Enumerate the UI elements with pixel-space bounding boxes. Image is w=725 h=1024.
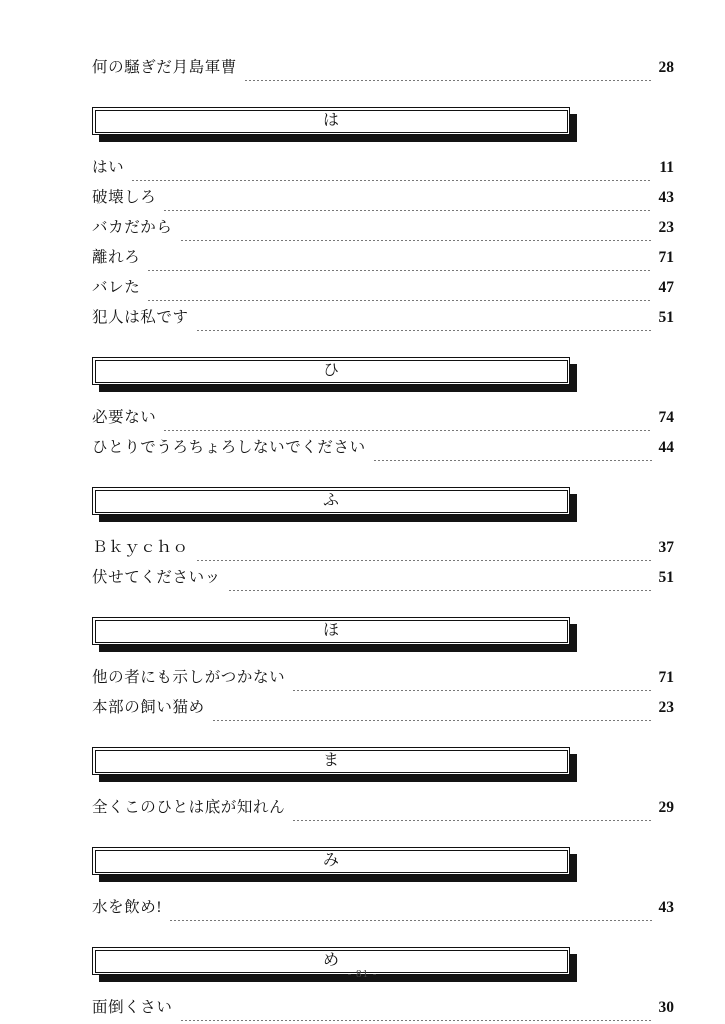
kana-section-header	[92, 617, 674, 648]
header-box-inner-border	[95, 360, 568, 383]
index-entry-page-number: 47	[658, 279, 674, 296]
page-number-footer: - 81 -	[347, 968, 378, 980]
header-box-outer-border	[92, 617, 570, 645]
dot-leader	[373, 460, 652, 461]
index-entry-title: 伏せてくださいッ	[92, 569, 221, 586]
index-entry-page-number: 71	[658, 669, 674, 686]
header-box-outer-border	[92, 107, 570, 135]
spacer	[92, 465, 674, 487]
kana-section-label: め	[322, 951, 339, 969]
spacer	[92, 85, 674, 107]
index-entry-title: バカだから	[92, 219, 173, 236]
index-entry[interactable]	[92, 405, 674, 435]
header-box-outer-border	[92, 487, 570, 515]
dot-leader	[163, 210, 652, 211]
header-box-inner-border	[95, 490, 568, 513]
kana-section-label: は	[322, 111, 339, 129]
kana-section-label: ま	[322, 751, 339, 769]
index-entry-title: はい	[92, 159, 125, 176]
index-entry[interactable]	[92, 305, 674, 335]
index-entry[interactable]	[92, 565, 674, 595]
index-entry-title: バレた	[92, 279, 141, 296]
index-entry-title: 面倒くさい	[92, 999, 173, 1016]
kana-section-header	[92, 107, 674, 138]
index-entry-page-number: 28	[658, 59, 674, 76]
spacer	[92, 725, 674, 747]
kana-section-label: ひ	[322, 361, 339, 379]
index-entry-title: 他の者にも示しがつかない	[92, 669, 286, 686]
index-entry-title: 全くこのひとは底が知れん	[92, 799, 286, 816]
index-entry-page-number: 29	[658, 799, 674, 816]
index-entry-title: 何の騒ぎだ月島軍曹	[92, 59, 237, 76]
index-entry-page-number: 71	[658, 249, 674, 266]
index-entry-title: Ｂｋｙｃｈｏ	[92, 539, 189, 556]
dot-leader	[147, 300, 652, 301]
index-entry-page-number: 30	[658, 999, 674, 1016]
dot-leader	[244, 80, 652, 81]
index-content	[92, 55, 674, 1024]
index-entry[interactable]	[92, 995, 674, 1024]
kana-section-header	[92, 487, 674, 518]
index-entry-page-number: 43	[658, 899, 674, 916]
index-entry[interactable]	[92, 795, 674, 825]
index-entry[interactable]	[92, 185, 674, 215]
dot-leader	[292, 820, 652, 821]
index-entry[interactable]	[92, 535, 674, 565]
header-box-inner-border	[95, 110, 568, 133]
index-entry[interactable]	[92, 155, 674, 185]
index-entry-page-number: 44	[658, 439, 674, 456]
dot-leader	[196, 330, 652, 331]
index-entry-title: ひとりでうろちょろしないでください	[92, 439, 366, 456]
header-box-inner-border	[95, 750, 568, 773]
dot-leader	[163, 430, 652, 431]
dot-leader	[180, 240, 652, 241]
dot-leader	[131, 180, 652, 181]
index-entry-title: 水を飲め!	[92, 899, 163, 916]
index-entry-title: 離れろ	[92, 249, 141, 266]
index-entry[interactable]	[92, 245, 674, 275]
header-box-outer-border	[92, 847, 570, 875]
spacer	[92, 335, 674, 357]
index-entry-page-number: 51	[658, 309, 674, 326]
kana-section-header	[92, 847, 674, 878]
kana-section-label: ふ	[322, 491, 339, 509]
dot-leader	[169, 920, 652, 921]
dot-leader	[196, 560, 652, 561]
index-entry[interactable]	[92, 55, 674, 85]
index-entry[interactable]	[92, 435, 674, 465]
index-entry-page-number: 11	[659, 159, 674, 176]
index-entry-title: 犯人は私です	[92, 309, 189, 326]
index-entry[interactable]	[92, 275, 674, 305]
kana-section-label: み	[322, 851, 339, 869]
kana-section-header	[92, 357, 674, 388]
index-entry-title: 本部の飼い猫め	[92, 699, 205, 716]
header-box-inner-border	[95, 620, 568, 643]
dot-leader	[292, 690, 652, 691]
index-entry[interactable]	[92, 665, 674, 695]
spacer	[92, 825, 674, 847]
index-entry-title: 破壊しろ	[92, 189, 157, 206]
index-entry[interactable]	[92, 895, 674, 925]
dot-leader	[180, 1020, 652, 1021]
header-box-outer-border	[92, 357, 570, 385]
index-entry-page-number: 23	[658, 219, 674, 236]
kana-section-label: ほ	[322, 621, 339, 639]
kana-section-header	[92, 747, 674, 778]
spacer	[92, 595, 674, 617]
index-entry-page-number: 23	[658, 699, 674, 716]
index-entry-page-number: 37	[658, 539, 674, 556]
dot-leader	[228, 590, 652, 591]
index-entry[interactable]	[92, 695, 674, 725]
index-entry-page-number: 74	[658, 409, 674, 426]
header-box-outer-border	[92, 747, 570, 775]
header-box-inner-border	[95, 850, 568, 873]
index-entry[interactable]	[92, 215, 674, 245]
index-entry-title: 必要ない	[92, 409, 157, 426]
dot-leader	[212, 720, 652, 721]
spacer	[92, 925, 674, 947]
index-entry-page-number: 43	[658, 189, 674, 206]
dot-leader	[147, 270, 652, 271]
index-entry-page-number: 51	[658, 569, 674, 586]
